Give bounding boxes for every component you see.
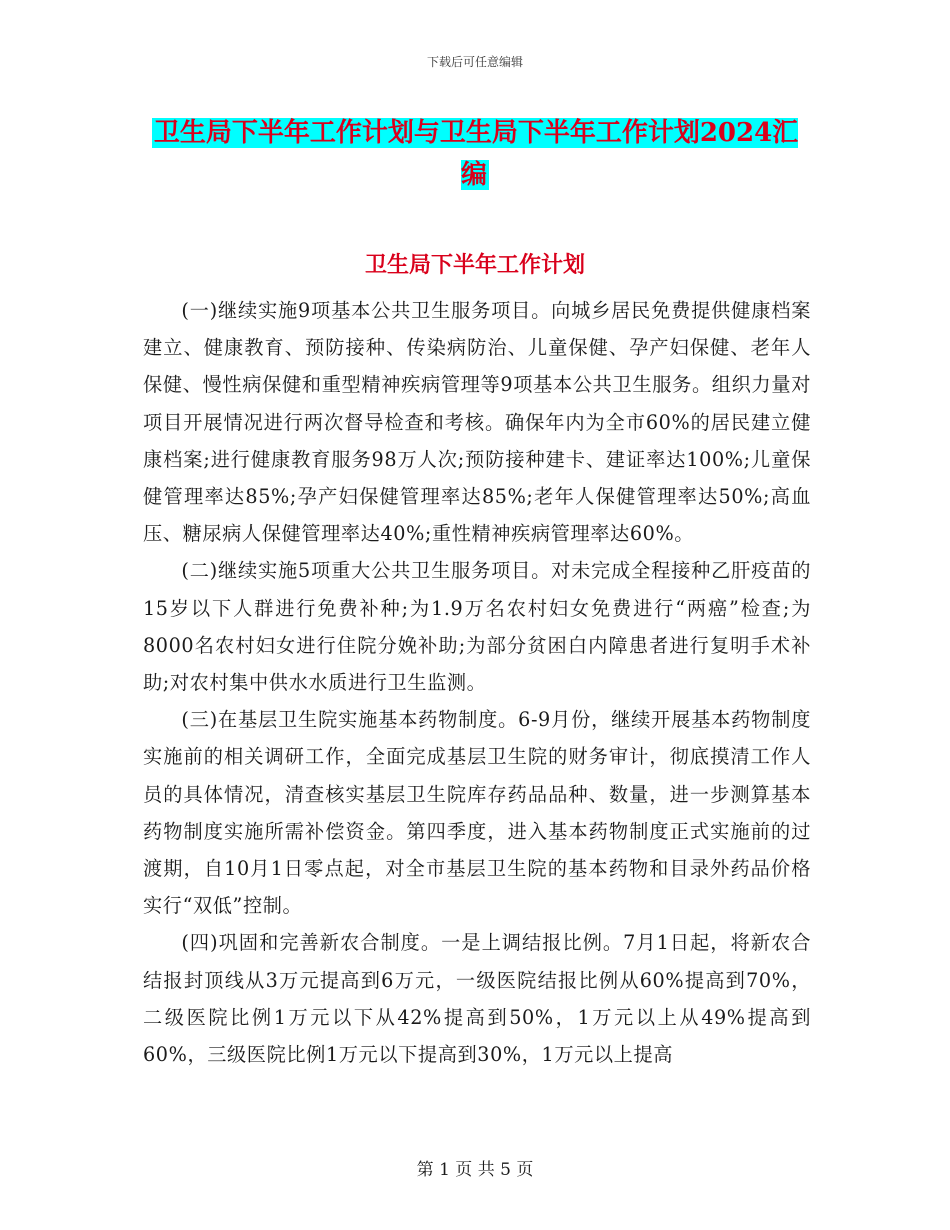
document-title-text: 卫生局下半年工作计划与卫生局下半年工作计划2024汇编 — [153, 118, 799, 190]
document-title — [142, 112, 808, 196]
section-title: 卫生局下半年工作计划 — [364, 252, 585, 278]
page-footer: 第 1 页 共 5 页 — [416, 1160, 534, 1180]
paragraph-1: (一)继续实施9项基本公共卫生服务项目。向城乡居民免费提供健康档案建立、健康教育、预防接种、传染病防治、儿童保健、孕产妇保健、老年人保健、慢性病保健和重型精神疾病管理等9项基本公共卫生服务。组织力量对项目开展情况进行两次督导检查和考核。确保年内为全市60%的居民建立健康档案;进行健康教育服务98万人次;预防接种建卡、建证率达100%;儿童保健管理率达85%;孕产妇保健管理率达85%;老年人保健管理率达50%;高血压、糖尿病人保健管理率达40%;重性精神疾病管理率达60%。 — [143, 299, 811, 546]
body-text — [143, 292, 811, 1073]
header-note: 下载后可任意编辑 — [426, 55, 523, 69]
paragraph-4: (四)巩固和完善新农合制度。一是上调结报比例。7月1日起，将新农合结报封顶线从3万元提高到6万元，一级医院结报比例从60%提高到70%，二级医院比例1万元以下从42%提高到50%，1万元以上从49%提高到60%，三级医院比例1万元以下提高到30%，1万元以上提高 — [143, 931, 811, 1067]
paragraph-2: (二)继续实施5项重大公共卫生服务项目。对未完成全程接种乙肝疫苗的15岁以下人群进行免费补种;为1.9万名农村妇女免费进行“两癌”检查;为8000名农村妇女进行住院分娩补助;为部分贫困白内障患者进行复明手术补助;对农村集中供水水质进行卫生监测。 — [143, 559, 811, 695]
paragraph-3: (三)在基层卫生院实施基本药物制度。6-9月份，继续开展基本药物制度实施前的相关调研工作，全面完成基层卫生院的财务审计，彻底摸清工作人员的具体情况，清查核实基层卫生院库存药品品种、数量，进一步测算基本药物制度实施所需补偿资金。第四季度，进入基本药物制度正式实施前的过渡期，自10月1日零点起，对全市基层卫生院的基本药物和目录外药品价格实行“双低”控制。 — [143, 708, 811, 918]
